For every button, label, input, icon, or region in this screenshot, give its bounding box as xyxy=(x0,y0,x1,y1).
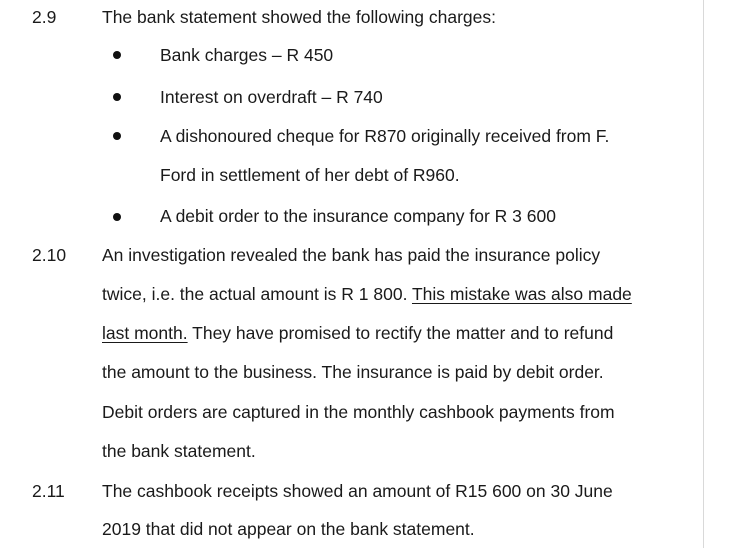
item-2-10-underlined-part1: This mistake was also made xyxy=(411,284,632,304)
item-2-10-line-3-plain: They have promised to rectify the matter and to refund xyxy=(187,323,614,343)
item-2-10-line-2-plain: twice, i.e. the actual amount is R 1 800. xyxy=(102,284,412,304)
item-number-2-11: 2.11 xyxy=(32,481,65,501)
page-margin-line xyxy=(703,0,704,548)
item-2-11-line-1: The cashbook receipts showed an amount of R15 600 on 30 June xyxy=(102,481,613,501)
bullet-icon xyxy=(113,51,121,59)
item-2-10-underlined-part2: last month. xyxy=(102,323,188,343)
bullet-icon xyxy=(113,132,121,140)
bullet-icon xyxy=(113,93,121,101)
item-2-11-line-2: 2019 that did not appear on the bank statement. xyxy=(102,519,475,539)
bullet-bank-charges: Bank charges – R 450 xyxy=(160,45,334,65)
item-2-10-line-5: Debit orders are captured in the monthly cashbook payments from xyxy=(102,402,615,422)
item-number-2-9: 2.9 xyxy=(32,7,57,27)
bullet-interest-overdraft: Interest on overdraft – R 740 xyxy=(160,87,383,107)
item-number-2-10: 2.10 xyxy=(32,245,67,265)
item-2-10-line-1: An investigation revealed the bank has paid the insurance policy xyxy=(102,245,601,265)
item-2-10-line-2 xyxy=(102,283,632,305)
bullet-icon xyxy=(113,213,121,221)
bullet-dishonoured-cheque-line1: A dishonoured cheque for R870 originally received from F. xyxy=(160,126,610,146)
item-2-9-intro: The bank statement showed the following charges: xyxy=(102,7,496,27)
bullet-dishonoured-cheque-line2: Ford in settlement of her debt of R960. xyxy=(160,165,460,185)
item-2-10-line-3 xyxy=(102,322,613,344)
item-2-10-line-4: the amount to the business. The insurance is paid by debit order. xyxy=(102,362,604,382)
bullet-debit-order: A debit order to the insurance company for R 3 600 xyxy=(160,206,556,226)
item-2-10-line-6: the bank statement. xyxy=(102,441,256,461)
